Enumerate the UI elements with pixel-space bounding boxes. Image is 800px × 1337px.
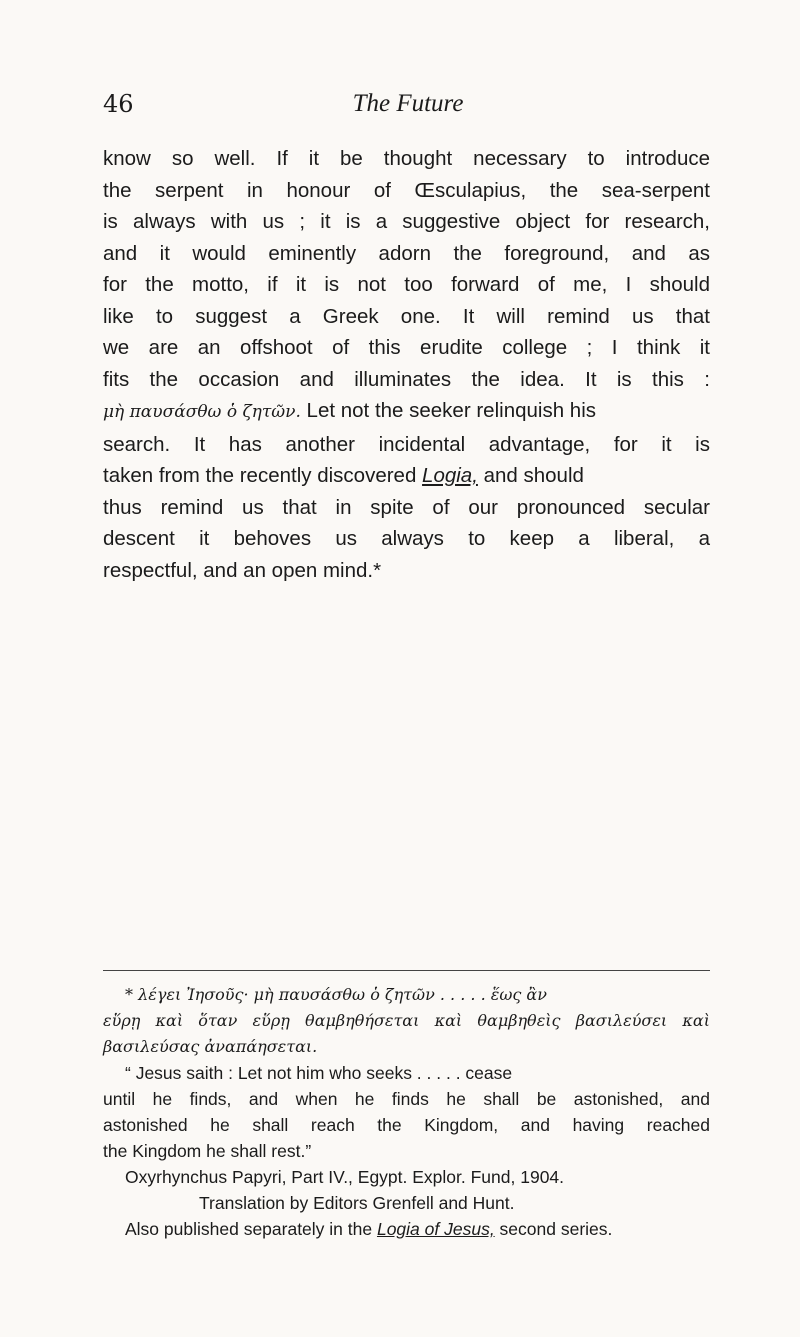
page-header bbox=[103, 90, 713, 124]
body-line: we are an offshoot of this erudite college ; I think it bbox=[103, 336, 710, 359]
body-line: like to suggest a Greek one. It will remind us that bbox=[103, 304, 710, 328]
motto-line bbox=[103, 395, 710, 429]
motto-translation: Let not the seeker relinquish his bbox=[300, 399, 597, 422]
footnote-greek-line: * λέγει Ἰησοῦς· μὴ παυσάσθω ὁ ζητῶν . . . . . ἕως ἂν bbox=[125, 985, 547, 1004]
greek-motto: μὴ παυσάσθω ὁ ζητῶν. bbox=[103, 402, 301, 422]
footnote bbox=[103, 982, 710, 1242]
body-line: for the motto, if it is not too forward of me, I should bbox=[103, 273, 710, 296]
footnote-rule bbox=[103, 970, 710, 971]
body-line: fits the occasion and illuminates the idea. It is this : bbox=[103, 367, 710, 391]
body-line: know so well. If it be thought necessary to introduce bbox=[103, 147, 710, 170]
footnote-publication-note bbox=[103, 1216, 710, 1242]
body-line: is always with us ; it is a suggestive object for research, bbox=[103, 210, 710, 233]
body-line: and it would eminently adorn the foreground, and as bbox=[103, 241, 710, 265]
main-text bbox=[103, 143, 710, 586]
logia-prefix: taken from the recently discovered bbox=[103, 464, 423, 487]
publication-title: Logia of Jesus, bbox=[376, 1219, 495, 1239]
footnote-english-line: the Kingdom he shall rest.” bbox=[103, 1141, 312, 1161]
body-line: the serpent in honour of Œsculapius, the sea-serpent bbox=[103, 178, 710, 202]
logia-title: Logia, bbox=[422, 464, 478, 487]
page-number: 46 bbox=[103, 90, 134, 118]
logia-suffix: and should bbox=[477, 464, 584, 487]
logia-line bbox=[103, 460, 710, 492]
footnote-english-line: astonished he shall reach the Kingdom, and having reached bbox=[103, 1115, 710, 1135]
footnote-english-line: “ Jesus saith : Let not him who seeks . . . . . cease bbox=[125, 1063, 513, 1083]
body-line: respectful, and an open mind.* bbox=[103, 558, 382, 582]
body-line: search. It has another incidental advantage, for it is bbox=[103, 432, 710, 456]
publication-prefix: Also published separately in the bbox=[125, 1219, 377, 1239]
body-line: descent it behoves us always to keep a liberal, a bbox=[103, 527, 710, 550]
footnote-greek-line: βασιλεύσας ἀναπάησεται. bbox=[103, 1037, 318, 1056]
footnote-source: Oxyrhynchus Papyri, Part IV., Egypt. Explor. Fund, 1904. bbox=[125, 1167, 565, 1187]
footnote-translation-credit: Translation by Editors Grenfell and Hunt. bbox=[199, 1193, 515, 1213]
footnote-greek-line: εὕρῃ καὶ ὅταν εὕρῃ θαμβηθήσεται καὶ θαμβηθεὶς βασιλεύσει καὶ bbox=[103, 1011, 710, 1030]
running-head: The Future bbox=[352, 90, 464, 117]
publication-suffix: second series. bbox=[494, 1219, 613, 1239]
body-line: thus remind us that in spite of our pronounced secular bbox=[103, 495, 710, 519]
footnote-english-line: until he finds, and when he finds he shall be astonished, and bbox=[103, 1089, 710, 1109]
